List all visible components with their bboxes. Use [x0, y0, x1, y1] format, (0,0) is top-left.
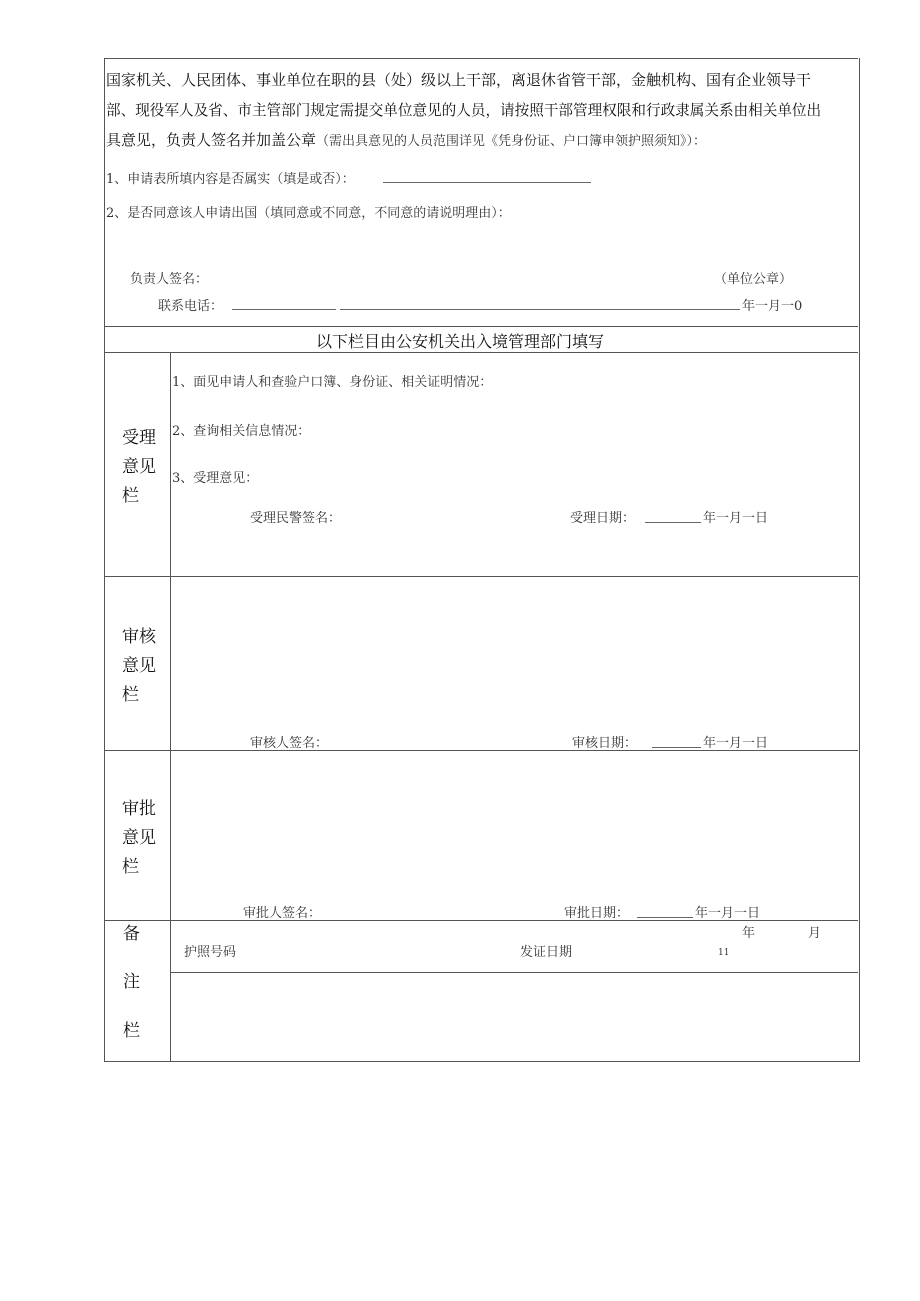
row-divider-police-header-top	[104, 326, 858, 327]
acceptance-item-3: 3、受理意见：	[172, 471, 259, 486]
passport-number-label: 护照号码	[184, 945, 237, 960]
instruction-line-2: 部、现役军人及省、市主管部门规定需提交单位意见的人员，请按照干部管理权限和行政隶属关系由相关单位出	[106, 102, 822, 119]
acceptance-date-label: 受理日期：	[570, 511, 636, 526]
approval-date-text: 年一月一日	[695, 906, 761, 921]
review-label: 审核意见栏	[122, 627, 156, 705]
label-column-divider	[170, 352, 171, 1061]
acceptance-signer-label: 受理民警签名：	[250, 511, 342, 526]
issue-month-label: 月	[808, 926, 822, 941]
issue-day-text: 11	[718, 948, 730, 958]
acceptance-label: 受理意见栏	[122, 428, 156, 506]
unit-phone-extra-field[interactable]	[340, 309, 740, 310]
police-section-header: 以下栏目由公安机关出入境管理部门填写	[316, 332, 605, 351]
unit-seal-label: （单位公章）	[714, 272, 793, 287]
remarks-label-char-2: 注	[123, 972, 140, 992]
instruction-line-3	[106, 129, 706, 150]
row-divider-police-header-bottom	[104, 352, 858, 353]
unit-phone-label: 联系电话：	[158, 299, 224, 314]
review-date-label: 审核日期：	[572, 736, 638, 751]
row-divider-top	[104, 58, 858, 59]
approval-date-label: 审批日期：	[564, 906, 630, 921]
unit-phone-field[interactable]	[232, 309, 336, 310]
acceptance-date-text: 年一月一日	[703, 511, 769, 526]
question-consent: 2、是否同意该人申请出国（填同意或不同意，不同意的请说明理由）：	[106, 206, 511, 221]
acceptance-item-1: 1、面见申请人和查验户口簿、身份证、相关证明情况：	[172, 375, 493, 390]
approval-year-field[interactable]	[637, 917, 693, 918]
instruction-line-1: 国家机关、人民团体、事业单位在职的县（处）级以上干部，离退休省管干部，金触机构、国有企业领导干	[106, 71, 812, 89]
issue-date-label: 发证日期	[520, 945, 573, 960]
unit-signer-label: 负责人签名：	[130, 272, 209, 287]
unit-date-text: 年一月一0	[742, 299, 803, 314]
row-divider-acceptance-bottom	[104, 576, 858, 577]
approval-label: 审批意见栏	[122, 799, 156, 877]
question-truthfulness: 1、申请表所填内容是否属实（填是或否）：	[106, 172, 355, 187]
remarks-label-char-3: 栏	[123, 1021, 140, 1041]
issue-year-label: 年	[742, 926, 756, 941]
acceptance-item-2: 2、查询相关信息情况：	[172, 424, 311, 439]
remarks-label-char-1: 备	[123, 924, 140, 944]
approval-signer-label: 审批人签名：	[243, 906, 322, 921]
acceptance-year-field[interactable]	[645, 522, 701, 523]
truthfulness-answer-field[interactable]	[383, 182, 591, 183]
instruction-note-text: （需出具意见的人员范围详见《凭身份证、户口簿申领护照须知》）：	[316, 134, 707, 149]
review-signer-label: 审核人签名：	[250, 736, 329, 751]
instruction-bold-text: 具意见，负责人签名并加盖公章	[106, 131, 317, 149]
review-date-text: 年一月一日	[703, 736, 769, 751]
review-year-field[interactable]	[652, 747, 701, 748]
row-divider-remarks-inner	[170, 972, 858, 973]
